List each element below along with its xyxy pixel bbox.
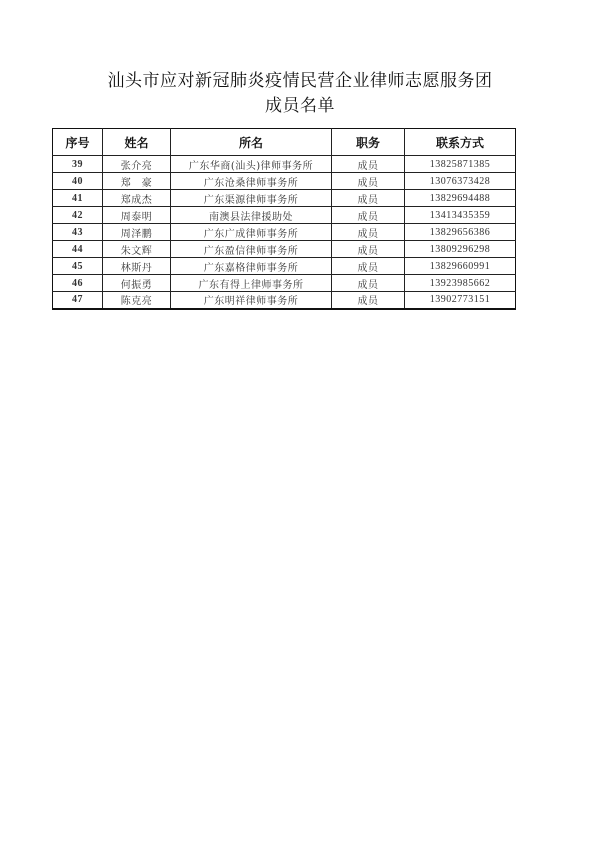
cell-no: 43 [53, 224, 103, 241]
cell-name: 郑成杰 [103, 190, 171, 207]
cell-name: 周泽鹏 [103, 224, 171, 241]
cell-firm: 广东明祥律师事务所 [171, 292, 332, 309]
cell-firm: 广东渠源律师事务所 [171, 190, 332, 207]
table-row [53, 258, 516, 275]
table-row [53, 190, 516, 207]
cell-name: 张介亮 [103, 156, 171, 173]
cell-role: 成员 [332, 156, 405, 173]
table-row [53, 156, 516, 173]
table-row [53, 241, 516, 258]
cell-role: 成员 [332, 241, 405, 258]
cell-phone: 13923985662 [405, 275, 516, 292]
document-subtitle: 成员名单 [265, 96, 335, 116]
cell-name: 何振勇 [103, 275, 171, 292]
cell-name: 林斯丹 [103, 258, 171, 275]
cell-phone: 13413435359 [405, 207, 516, 224]
cell-phone: 13902773151 [405, 292, 516, 309]
table-row [53, 173, 516, 190]
cell-phone: 13809296298 [405, 241, 516, 258]
table-row [53, 224, 516, 241]
cell-no: 44 [53, 241, 103, 258]
header-name: 姓名 [103, 129, 171, 156]
cell-no: 41 [53, 190, 103, 207]
cell-no: 47 [53, 292, 103, 309]
cell-role: 成员 [332, 292, 405, 309]
cell-phone: 13829694488 [405, 190, 516, 207]
cell-role: 成员 [332, 207, 405, 224]
cell-firm: 广东有得上律师事务所 [171, 275, 332, 292]
table-header-row [53, 129, 516, 156]
cell-no: 39 [53, 156, 103, 173]
cell-firm: 广东广成律师事务所 [171, 224, 332, 241]
cell-firm: 南澳县法律援助处 [171, 207, 332, 224]
cell-phone: 13829656386 [405, 224, 516, 241]
header-no: 序号 [53, 129, 103, 156]
cell-firm: 广东沧桑律师事务所 [171, 173, 332, 190]
cell-role: 成员 [332, 224, 405, 241]
cell-role: 成员 [332, 258, 405, 275]
cell-firm: 广东嘉格律师事务所 [171, 258, 332, 275]
table-row [53, 275, 516, 292]
table-row [53, 292, 516, 309]
cell-firm: 广东华商(汕头)律师事务所 [171, 156, 332, 173]
cell-phone: 13829660991 [405, 258, 516, 275]
cell-no: 45 [53, 258, 103, 275]
cell-role: 成员 [332, 275, 405, 292]
cell-firm: 广东盈信律师事务所 [171, 241, 332, 258]
header-phone: 联系方式 [405, 129, 516, 156]
cell-no: 42 [53, 207, 103, 224]
cell-no: 46 [53, 275, 103, 292]
header-firm: 所名 [171, 129, 332, 156]
cell-phone: 13825871385 [405, 156, 516, 173]
cell-name: 郑 豪 [103, 173, 171, 190]
table-row [53, 207, 516, 224]
cell-role: 成员 [332, 173, 405, 190]
cell-name: 朱文辉 [103, 241, 171, 258]
document-title: 汕头市应对新冠肺炎疫情民营企业律师志愿服务团 [107, 71, 493, 91]
cell-phone: 13076373428 [405, 173, 516, 190]
cell-name: 陈克亮 [103, 292, 171, 309]
cell-no: 40 [53, 173, 103, 190]
header-role: 职务 [332, 129, 405, 156]
member-roster-table [52, 128, 516, 310]
cell-role: 成员 [332, 190, 405, 207]
cell-name: 周泰明 [103, 207, 171, 224]
